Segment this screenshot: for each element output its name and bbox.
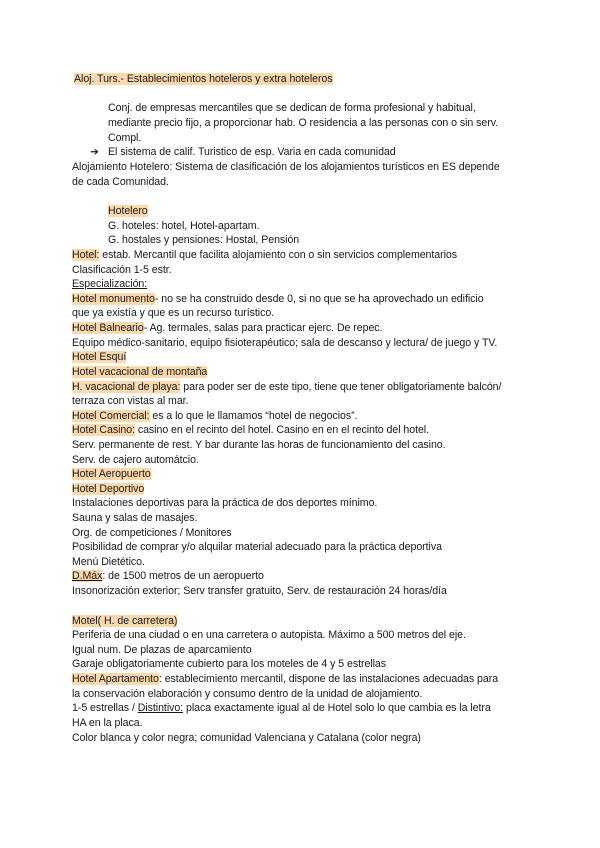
motel-heading [72,614,177,628]
playa-line-2: terraza con vistas al mar. [72,395,189,407]
esqui-label: Hotel Esquí [72,351,127,363]
apartamento-label: Hotel Apartamento [72,673,159,685]
intro-line-3: Compl. [108,132,142,144]
distintivo-label: Distintivo: [137,702,184,714]
apartamento-line-4: HA en la placa. [72,717,143,729]
aeropuerto-line [72,467,151,481]
dmax-line-1 [72,569,264,583]
balneario-line-2: Equipo médico-sanitario, equipo fisioterapéutico; sala de descanso y lectura/ de juego y TV. [72,337,498,349]
aeropuerto-label: Hotel Aeropuerto [72,468,151,480]
deportivo-text-3: Org. de competiciones / Monitores [72,527,232,539]
deportivo-text-2: Sauna y salas de masajes. [72,512,198,524]
balneario-label: Hotel Balneario [72,322,144,334]
dmax-text-1: : de 1500 metros de un aeropuerto [102,570,264,582]
monumento-label: Hotel monumento [72,293,155,305]
playa-line-1 [72,380,501,394]
casino-label: Hotel Casino: [72,424,135,436]
comercial-text: es a lo que le llamamos “hotel de negocios”. [149,410,358,422]
apartamento-line-1 [72,672,498,686]
hotelero-heading [108,204,148,218]
motel-text-3: Garaje obligatoriamente cubierto para los moteles de 4 y 5 estrellas [72,658,386,670]
playa-label: H. vacacional de playa: [72,381,181,393]
balneario-line-1 [72,321,382,335]
hotel-label: Hotel: [72,249,100,261]
motel-label: Motel( H. de carretera) [72,615,178,627]
deportivo-text-1: Instalaciones deportivas para la práctica de dos deportes mínimo. [72,497,378,509]
dmax-label: D.Máx [72,570,103,582]
intro-line-2: mediante precio fijo, a proporcionar hab. O residencia a las personas con o sin serv. [108,117,499,129]
hotel-definition [72,248,457,262]
especializacion-heading: Especialización: [72,278,148,290]
monumento-line-2: que ya existía y que es un recurso turístico. [72,307,275,319]
monumento-text-1: - no se ha construido desde 0, si no que se ha aprovechado un edificio [154,293,484,305]
esqui-line [72,350,126,364]
deportivo-line [72,482,144,496]
casino-line-1 [72,423,429,437]
casino-line-3: Serv. de cajero automátcio. [72,454,199,466]
hotelero-group-1: G. hoteles: hotel, Hotel-apartam. [108,220,260,232]
definition-line-2: de cada Comunidad. [72,176,169,188]
motel-text-2: Igual num. De plazas de aparcamiento [72,644,252,656]
distintivo-text: placa exactamente igual al de Hotel solo lo que cambia es la letra [183,702,491,714]
deportivo-text-4: Posibilidad de comprar y/o alquilar material adecuado para la práctica deportiva [72,541,442,553]
motel-text-1: Periferia de una ciudad o en una carretera o autopista. Máximo a 500 metros del eje. [72,629,466,641]
hotel-text: estab. Mercantil que facilita alojamiento con o sin servicios complementarios [99,249,458,261]
hotelero-highlight: Hotelero [108,205,148,217]
apartamento-text-1: : establecimiento mercantil, dispone de las instalaciones adecuadas para [158,673,499,685]
apartamento-line-2: la conservación elaboración y consumo dentro de la unidad de alojamiento. [72,688,423,700]
deportivo-label: Hotel Deportivo [72,483,145,495]
casino-line-2: Serv. permanente de rest. Y bar durante las horas de funcionamiento del casino. [72,439,446,451]
dmax-line-2: Insonorización exterior; Serv transfer gratuito, Serv. de restauración 24 horas/día [72,585,447,597]
casino-text-1: casino en el recinto del hotel. Casino en en el recinto del hotel. [134,424,430,436]
hotel-clasificacion: Clasificación 1-5 estr. [72,264,172,276]
balneario-text-1: - Ag. termales, salas para practicar ejerc. De repec. [143,322,383,334]
comercial-line [72,409,357,423]
playa-text-1: para poder ser de este tipo, tiene que tener obligatoriamente balcón/ [180,381,502,393]
definition-line-1: Alojamiento Hotelero: Sistema de clasificación de los alojamientos turísticos en ES depende [72,161,500,173]
montana-label: Hotel vacacional de montaña [72,366,208,378]
title-line [74,72,333,86]
deportivo-text-5: Menú Dietético. [72,556,145,568]
arrow-bullet-icon: ➔ [90,146,99,158]
bullet-text: El sistema de calif. Turistico de esp. Varia en cada comunidad [108,146,396,158]
intro-line-1: Conj. de empresas mercantiles que se dedican de forma profesional y habitual, [108,102,476,114]
comercial-label: Hotel Comercial: [72,410,150,422]
apartamento-line-5: Color blanca y color negra; comunidad Valenciana y Catalana (color negra) [72,732,421,744]
apartamento-line-3 [72,701,491,715]
hotelero-group-2: G. hostales y pensiones: Hostal, Pensión [108,234,300,246]
apartamento-stars: 1-5 estrellas / [72,702,138,714]
title-highlight: Aloj. Turs.- Establecimientos hoteleros y extra hoteleros [74,73,333,85]
monumento-line-1 [72,292,484,306]
montana-line [72,365,207,379]
